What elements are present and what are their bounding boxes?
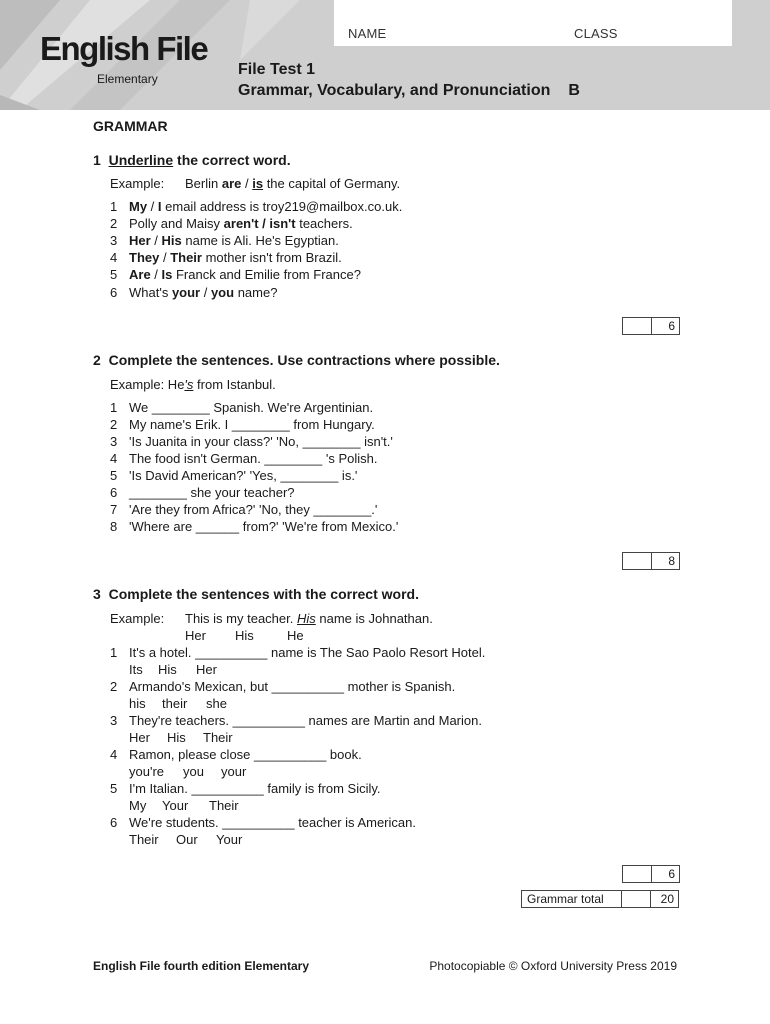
ex2-item-text[interactable]: ________ she your teacher?: [129, 485, 295, 500]
ex2-item-number: 4: [110, 451, 118, 466]
ex2-item-number: 1: [110, 400, 118, 415]
section-heading: GRAMMAR: [93, 118, 168, 134]
ex3-item-number: 4: [110, 747, 118, 762]
ex2-item-text[interactable]: 'Where are ______ from?' 'We're from Mexico.': [129, 519, 399, 534]
ex2-item-number: 6: [110, 485, 118, 500]
ex2-item-number: 3: [110, 434, 118, 449]
ex3-example: This is my teacher. His name is Johnathan.: [185, 611, 433, 626]
ex1-item-number: 1: [110, 199, 118, 214]
ex1-item-number: 5: [110, 267, 118, 282]
ex3-option[interactable]: Their: [203, 730, 233, 745]
ex1-title: [93, 152, 291, 168]
ex1-example: [185, 176, 400, 191]
name-class-box: [334, 0, 732, 46]
ex1-example-opt1: are: [221, 176, 242, 191]
ex3-option[interactable]: Their: [209, 798, 239, 813]
ex1-option-b[interactable]: Their: [170, 250, 202, 265]
ex1-score-box: [622, 317, 680, 335]
ex2-item-text[interactable]: 'Is David American?' 'Yes, ________ is.': [129, 468, 358, 483]
ex1-title-rest: the correct word.: [173, 152, 291, 168]
ex2-example-answer: 's: [184, 377, 194, 392]
footer-copyright: Photocopiable © Oxford University Press 2019: [429, 959, 677, 973]
ex2-example: Example: He's from Istanbul.: [110, 377, 276, 392]
ex1-option-a[interactable]: your: [171, 285, 201, 300]
ex1-title-underline: Underline: [108, 152, 174, 168]
ex1-score-max: 6: [668, 319, 675, 333]
ex1-option-a[interactable]: Are: [129, 267, 151, 282]
ex1-item-number: 6: [110, 285, 118, 300]
ex2-number: 2: [93, 352, 101, 368]
ex3-item-number: 3: [110, 713, 118, 728]
ex1-item-text: My / I email address is troy219@mailbox.co.uk.: [129, 199, 403, 214]
ex3-option[interactable]: she: [206, 696, 227, 711]
ex1-item-number: 3: [110, 233, 118, 248]
ex3-option[interactable]: Its: [129, 662, 143, 677]
ex3-option[interactable]: Her: [129, 730, 150, 745]
grammar-total-label: Grammar total: [522, 891, 622, 907]
ex3-item-text[interactable]: We're students. __________ teacher is American.: [129, 815, 416, 830]
logo-english-file: English File: [40, 30, 208, 67]
ex1-option-a[interactable]: They: [129, 250, 160, 265]
ex1-option-b[interactable]: I: [157, 199, 162, 214]
ex2-item-number: 2: [110, 417, 118, 432]
ex3-title: [93, 586, 419, 602]
ex1-item-text: Polly and Maisy aren't / isn't teachers.: [129, 216, 353, 231]
class-label: CLASS: [574, 26, 618, 41]
test-title: File Test 1: [238, 61, 316, 78]
test-subtitle-text: Grammar, Vocabulary, and Pronunciation: [238, 82, 551, 99]
ex3-example-option: Her: [185, 628, 206, 643]
ex3-item-number: 5: [110, 781, 118, 796]
ex1-item-number: 2: [110, 216, 118, 231]
ex3-option[interactable]: you: [183, 764, 204, 779]
test-subtitle: [238, 82, 580, 100]
name-label: NAME: [348, 26, 387, 41]
grammar-total-max: 20: [660, 892, 674, 906]
ex3-item-text[interactable]: They're teachers. __________ names are Martin and Marion.: [129, 713, 482, 728]
ex3-title-text: Complete the sentences with the correct word.: [108, 586, 419, 602]
footer-edition: English File fourth edition Elementary: [93, 959, 310, 973]
ex2-title: [93, 352, 500, 368]
ex2-item-text[interactable]: 'Are they from Africa?' 'No, they ________.': [129, 502, 378, 517]
ex2-item-text[interactable]: 'Is Juanita in your class?' 'No, ________ isn't.': [129, 434, 393, 449]
ex2-score-box: [622, 552, 680, 570]
ex3-item-text[interactable]: Ramon, please close __________ book.: [129, 747, 362, 762]
ex1-option-b[interactable]: you: [210, 285, 235, 300]
ex1-example-answer: is: [252, 176, 264, 191]
ex1-example-pre: Berlin: [185, 176, 222, 191]
grammar-total-field[interactable]: [622, 891, 651, 907]
ex3-item-text[interactable]: It's a hotel. __________ name is The Sao Paolo Resort Hotel.: [129, 645, 486, 660]
ex3-item-number: 2: [110, 679, 118, 694]
ex3-number: 3: [93, 586, 101, 602]
ex3-option[interactable]: Her: [196, 662, 217, 677]
ex3-option[interactable]: My: [129, 798, 147, 813]
ex3-option[interactable]: you're: [129, 764, 165, 779]
ex1-example-label: Example:: [110, 176, 165, 191]
test-version: B: [568, 82, 580, 99]
ex3-option[interactable]: Your: [216, 832, 243, 847]
ex2-item-number: 7: [110, 502, 118, 517]
ex3-option[interactable]: His: [158, 662, 177, 677]
ex3-option[interactable]: Our: [176, 832, 198, 847]
ex3-option[interactable]: His: [167, 730, 186, 745]
ex3-example-label: Example:: [110, 611, 165, 626]
ex2-score-max: 8: [668, 554, 675, 568]
ex1-item-text: Are / Is Franck and Emilie from France?: [129, 267, 361, 282]
ex2-item-text[interactable]: My name's Erik. I ________ from Hungary.: [129, 417, 375, 432]
logo-level: Elementary: [97, 72, 158, 86]
ex3-score-max: 6: [668, 867, 675, 881]
ex3-score-box: [622, 865, 680, 883]
ex3-item-text[interactable]: Armando's Mexican, but __________ mother is Spanish.: [129, 679, 456, 694]
header-band: [0, 0, 770, 110]
ex3-option[interactable]: your: [221, 764, 247, 779]
ex3-option[interactable]: his: [129, 696, 146, 711]
ex2-score-field[interactable]: [623, 553, 652, 569]
ex1-option-b[interactable]: Is: [161, 267, 173, 282]
ex1-option-a[interactable]: My: [129, 199, 148, 214]
ex3-item-number: 1: [110, 645, 118, 660]
ex3-item-number: 6: [110, 815, 118, 830]
ex3-score-field[interactable]: [623, 866, 652, 882]
ex1-option-b[interactable]: isn't: [269, 216, 296, 231]
ex3-example-option: His: [235, 628, 254, 643]
ex3-option[interactable]: Their: [129, 832, 159, 847]
ex3-example-answer: His: [296, 611, 316, 626]
ex1-option-a[interactable]: aren't: [223, 216, 259, 231]
ex3-option[interactable]: Your: [162, 798, 189, 813]
ex3-example-option: He: [287, 628, 304, 643]
grammar-total-box: [521, 890, 679, 908]
ex1-score-field[interactable]: [623, 318, 652, 334]
ex1-item-text: Her / His name is Ali. He's Egyptian.: [129, 233, 339, 248]
ex2-title-text: Complete the sentences. Use contractions where possible.: [108, 352, 500, 368]
ex1-item-text: They / Their mother isn't from Brazil.: [129, 250, 342, 265]
ex1-item-number: 4: [110, 250, 118, 265]
ex1-item-text: What's your / you name?: [129, 285, 278, 300]
ex1-option-b[interactable]: His: [161, 233, 182, 248]
ex1-example-post: the capital of Germany.: [263, 176, 401, 191]
ex1-number: 1: [93, 152, 101, 168]
ex3-option[interactable]: their: [162, 696, 188, 711]
ex2-item-number: 8: [110, 519, 118, 534]
ex1-option-a[interactable]: Her: [129, 233, 151, 248]
ex3-item-text[interactable]: I'm Italian. __________ family is from Sicily.: [129, 781, 381, 796]
ex2-item-text[interactable]: The food isn't German. ________ 's Polish.: [129, 451, 378, 466]
ex1-example-sep: /: [241, 176, 253, 191]
ex2-item-number: 5: [110, 468, 118, 483]
ex2-item-text[interactable]: We ________ Spanish. We're Argentinian.: [129, 400, 374, 415]
